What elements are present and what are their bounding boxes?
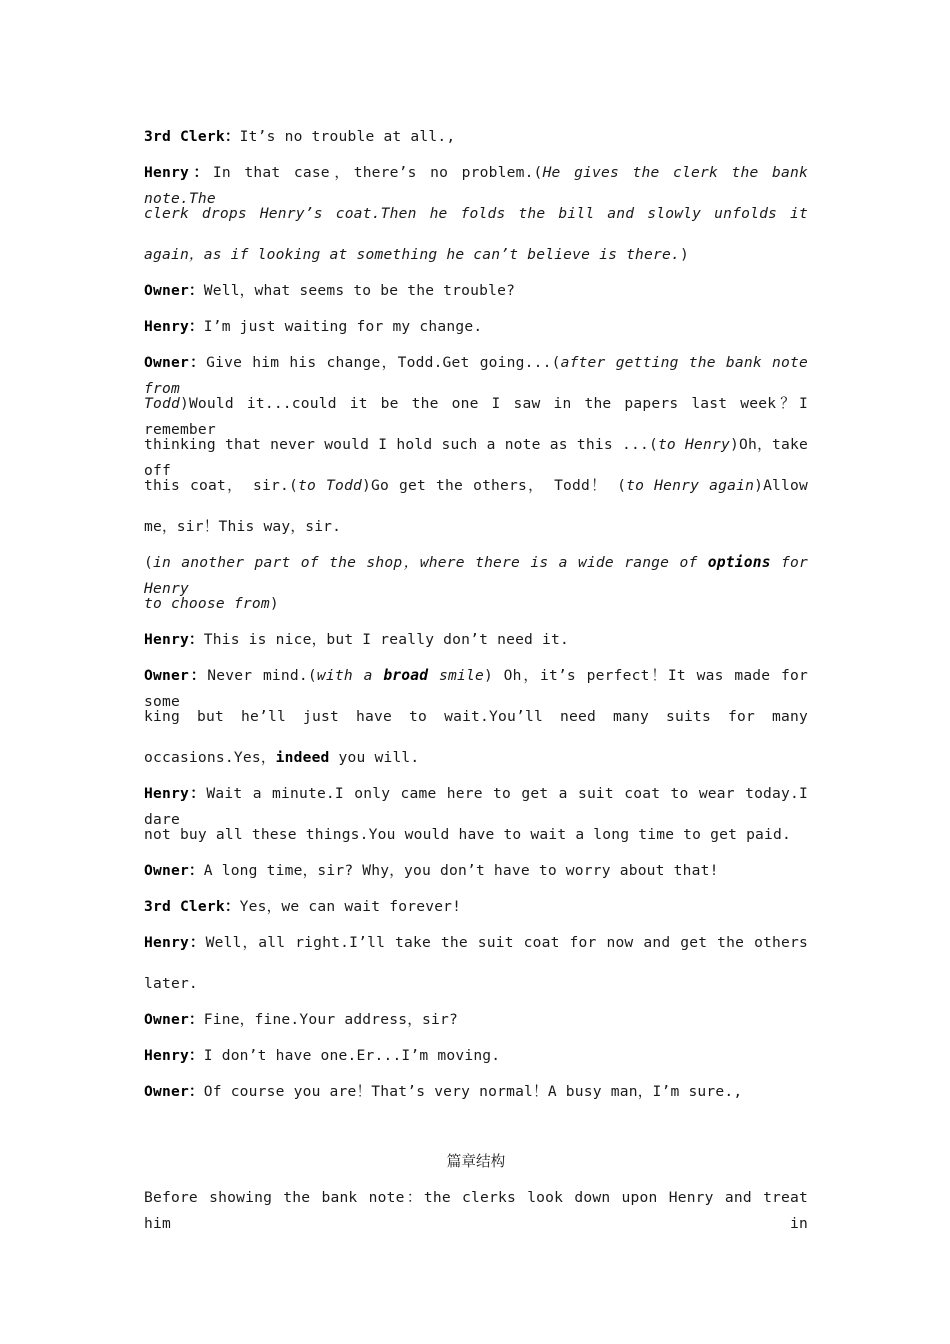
dialogue-line	[144, 822, 808, 848]
dialogue-line	[144, 124, 808, 150]
dialogue-line	[144, 663, 808, 710]
stage-direction: in another part of the shop，where there is a wide range of	[153, 554, 708, 571]
dialogue-line	[144, 1043, 808, 1069]
line-text: Well，what seems to be the trouble?	[203, 282, 516, 299]
dialogue-line	[144, 1007, 808, 1033]
dialogue-line	[144, 971, 808, 997]
speaker-name: Henry：	[144, 164, 213, 181]
keyword: options	[707, 554, 771, 571]
dialogue-line	[144, 745, 808, 771]
dialogue-line	[144, 894, 808, 920]
line-text: )Go get the others， Todd！ (	[361, 477, 627, 494]
dialogue-line	[144, 930, 808, 956]
section-paragraph: Before showing the bank note：the clerks look down upon Henry and treat him in	[144, 1189, 808, 1232]
line-text: )	[680, 246, 689, 263]
dialogue-line	[144, 278, 808, 304]
dialogue-line	[144, 858, 808, 884]
stage-direction: again，as if looking at something he can’t believe is there.	[144, 246, 680, 263]
dialogue-line	[144, 514, 808, 540]
line-text: )Oh，take off	[144, 436, 808, 479]
speaker-name: Owner：	[144, 862, 204, 879]
line-text: king but he’ll just have to wait.You’ll need many suits for many	[144, 708, 808, 725]
line-text: It’s no trouble at all.,	[239, 128, 456, 145]
dialogue-line	[144, 314, 808, 340]
dialogue-line	[144, 627, 808, 653]
stage-direction: with a	[316, 667, 384, 684]
line-text: )	[269, 595, 279, 612]
dialogue-line	[144, 160, 808, 207]
line-text: A long time，sir? Why，you don’t have to worry about that!	[203, 862, 719, 879]
line-text: later.	[144, 975, 198, 992]
dialogue-line	[144, 391, 808, 438]
line-text: Fine，fine.Your address，sir?	[203, 1011, 458, 1028]
speaker-name: 3rd Clerk：	[144, 128, 240, 145]
dialogue-line	[144, 550, 808, 597]
line-text: I’m just waiting for my change.	[203, 318, 483, 335]
line-text: )Would it...could it be the one I saw in the papers last week？I remember	[144, 395, 808, 438]
stage-direction: to Henry	[657, 436, 730, 453]
dialogue-line	[144, 350, 808, 397]
line-text: not buy all these things.You would have to wait a long time to get paid.	[144, 826, 792, 843]
dialogue-line	[144, 242, 808, 268]
line-text: In that case，there’s no problem.(	[212, 164, 543, 181]
stage-direction: Todd	[144, 395, 180, 412]
line-text: Wait a minute.I only came here to get a suit coat to wear today.I dare	[144, 785, 808, 828]
line-text: thinking that never would I hold such a note as this ...(	[144, 436, 658, 453]
dialogue-line	[144, 432, 808, 479]
line-text: Of course you are！That’s very normal！A busy man，I’m sure.,	[203, 1083, 743, 1100]
speaker-name: Henry：	[144, 934, 206, 951]
speaker-name: Henry：	[144, 318, 204, 335]
speaker-name: Owner：	[144, 1011, 204, 1028]
stage-direction: He gives the clerk the bank note.The	[144, 164, 808, 207]
line-text: me，sir！This way，sir.	[144, 518, 342, 535]
keyword: indeed	[275, 749, 330, 766]
speaker-name: Owner：	[144, 282, 204, 299]
line-text: ) Oh，it’s perfect！It was made for some	[144, 667, 808, 710]
speaker-name: Henry：	[144, 785, 207, 802]
line-text: occasions.Yes，	[144, 749, 276, 766]
line-text: I don’t have one.Er...I’m moving.	[203, 1047, 501, 1064]
speaker-name: Owner：	[144, 354, 207, 371]
stage-direction: to Todd	[297, 477, 362, 494]
speaker-name: 3rd Clerk：	[144, 898, 240, 915]
speaker-name: Owner：	[144, 1083, 204, 1100]
stage-direction: smile	[428, 667, 484, 684]
stage-direction: after getting the bank note from	[144, 354, 808, 397]
line-text: Give him his change，Todd.Get going...(	[206, 354, 561, 371]
line-text: you will.	[329, 749, 420, 766]
dialogue-line	[144, 704, 808, 730]
line-text: this coat， sir.(	[144, 477, 298, 494]
line-text: (	[144, 554, 153, 571]
line-text: This is nice，but I really don’t need it.	[203, 631, 569, 648]
speaker-name: Henry：	[144, 1047, 204, 1064]
stage-direction: to Henry again	[626, 477, 755, 494]
dialogue-line	[144, 781, 808, 828]
dialogue-line	[144, 201, 808, 227]
dialogue-line	[144, 1079, 808, 1105]
stage-direction: to choose from	[144, 595, 270, 612]
stage-direction: for Henry	[144, 554, 808, 597]
speaker-name: Owner：	[144, 667, 208, 684]
speaker-name: Henry：	[144, 631, 204, 648]
line-text: Well，all right.I’ll take the suit coat for now and get the others	[205, 934, 808, 951]
line-text: )Allow	[754, 477, 808, 494]
keyword: broad	[383, 667, 429, 684]
line-text: Never mind.(	[207, 667, 317, 684]
section-heading: 篇章结构	[446, 1153, 506, 1170]
dialogue-line	[144, 591, 808, 617]
line-text: Yes，we can wait forever!	[239, 898, 462, 915]
dialogue-line	[144, 473, 808, 499]
stage-direction: clerk drops Henry’s coat.Then he folds the bill and slowly unfolds it	[144, 205, 808, 222]
